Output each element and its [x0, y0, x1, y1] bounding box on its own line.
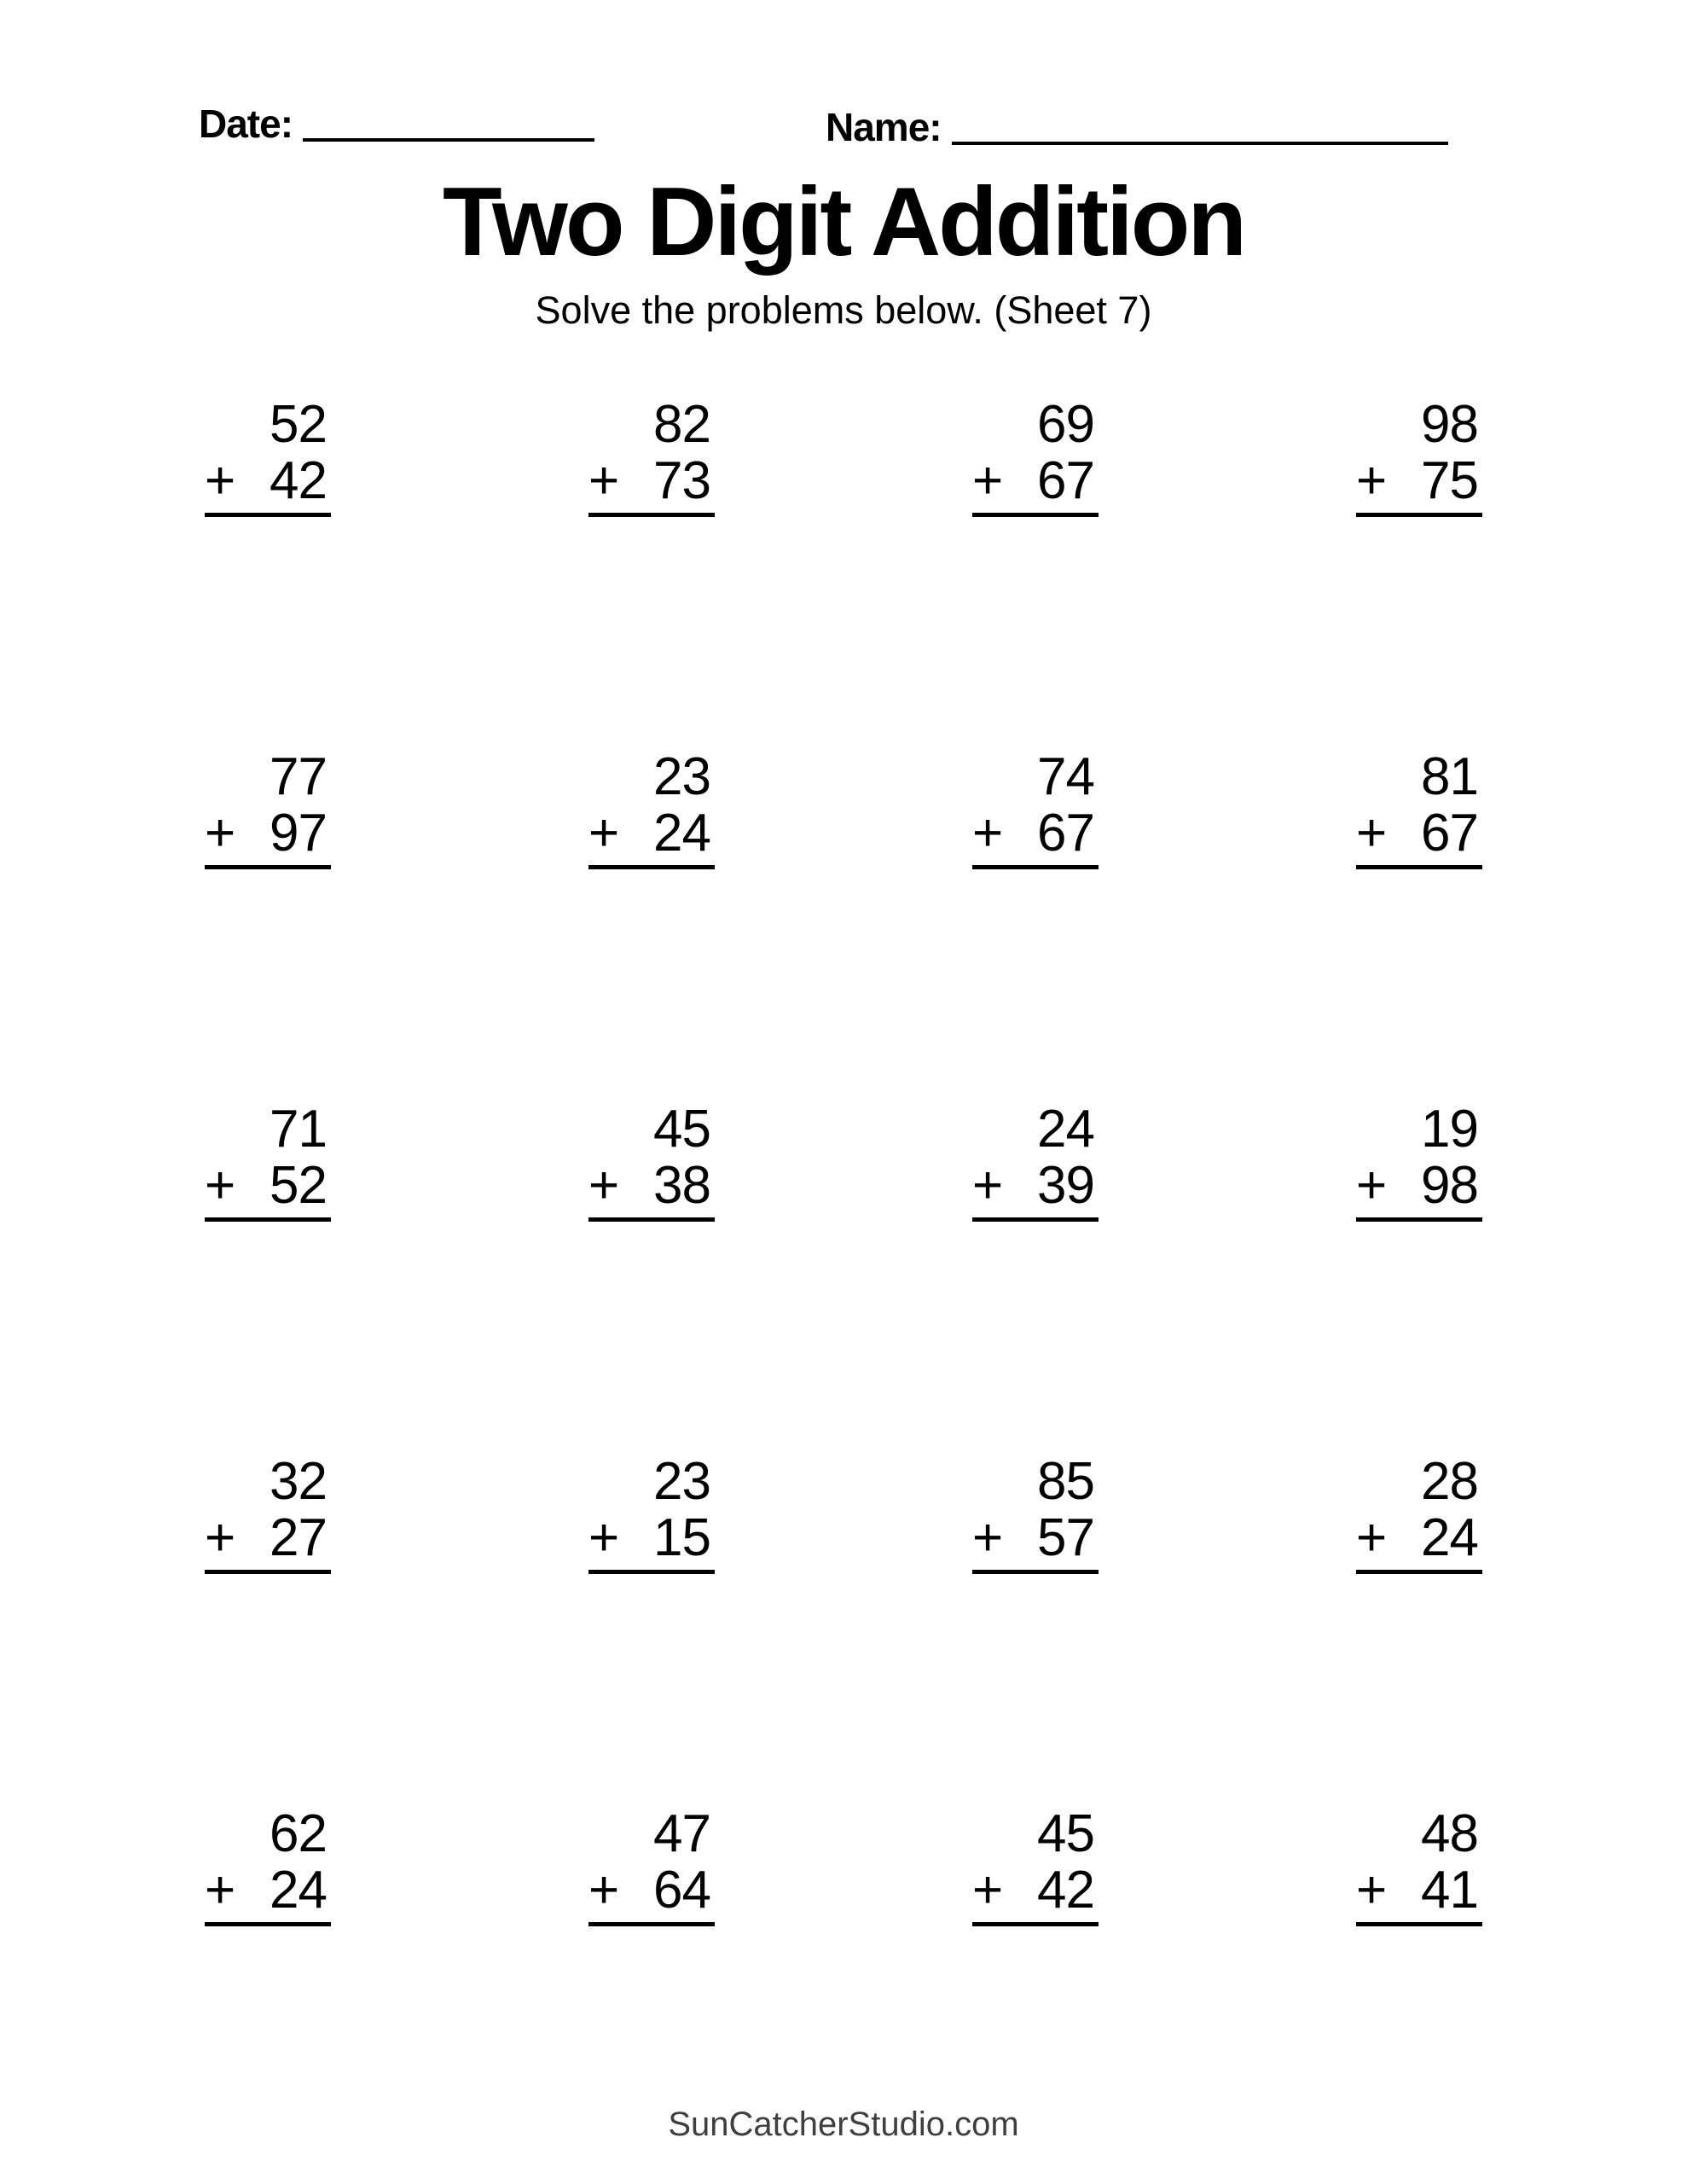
addend-bottom-row — [1356, 805, 1482, 862]
addend-bottom: 41 — [1421, 1861, 1478, 1920]
addend-top: 52 — [270, 395, 327, 454]
addend-bottom: 67 — [1037, 804, 1094, 863]
addend-bottom: 27 — [270, 1508, 327, 1567]
name-input-line[interactable] — [952, 142, 1448, 145]
answer-line[interactable] — [972, 1922, 1099, 1926]
addend-bottom-row — [972, 805, 1099, 862]
date-input-line[interactable] — [303, 138, 594, 142]
addend-bottom: 64 — [653, 1861, 710, 1920]
addend-bottom: 52 — [270, 1156, 327, 1215]
addend-top: 47 — [653, 1804, 710, 1863]
answer-line[interactable] — [588, 513, 715, 517]
addend-bottom-row — [972, 453, 1099, 509]
name-label: Name: — [826, 105, 942, 149]
addend-bottom-row — [588, 453, 715, 509]
addition-problem — [972, 1454, 1099, 1574]
addend-top: 81 — [1421, 747, 1478, 806]
addition-problem — [205, 397, 331, 517]
addend-top: 23 — [653, 747, 710, 806]
addend-bottom: 57 — [1037, 1508, 1094, 1567]
addition-problem — [972, 1806, 1099, 1926]
addend-top: 45 — [1037, 1804, 1094, 1863]
answer-line[interactable] — [1356, 1922, 1482, 1926]
plus-operator: + — [205, 1861, 235, 1920]
plus-operator: + — [205, 1508, 235, 1567]
plus-operator: + — [972, 1508, 1003, 1567]
addend-top: 45 — [653, 1100, 710, 1159]
addition-problem — [1356, 1101, 1482, 1222]
addend-bottom: 39 — [1037, 1156, 1094, 1215]
answer-line[interactable] — [588, 865, 715, 869]
answer-line[interactable] — [972, 513, 1099, 517]
plus-operator: + — [1356, 1508, 1387, 1567]
addition-problem — [205, 1806, 331, 1926]
addend-bottom: 42 — [270, 451, 327, 510]
footer-credit: SunCatcherStudio.com — [668, 2106, 1019, 2143]
plus-operator: + — [588, 1156, 619, 1215]
answer-line[interactable] — [588, 1217, 715, 1222]
addend-top: 48 — [1421, 1804, 1478, 1863]
addend-top: 24 — [1037, 1100, 1094, 1159]
problems-grid — [205, 397, 1482, 1926]
plus-operator: + — [972, 1861, 1003, 1920]
addend-bottom-row — [1356, 1862, 1482, 1919]
plus-operator: + — [588, 804, 619, 863]
answer-line[interactable] — [205, 1570, 331, 1574]
addition-problem — [1356, 749, 1482, 869]
plus-operator: + — [588, 451, 619, 510]
plus-operator: + — [1356, 804, 1387, 863]
page-subtitle: Solve the problems below. (Sheet 7) — [535, 288, 1152, 332]
addend-bottom-row — [1356, 1158, 1482, 1214]
addend-bottom: 24 — [653, 804, 710, 863]
addition-problem — [588, 1806, 715, 1926]
addend-bottom-row — [205, 453, 331, 509]
plus-operator: + — [205, 804, 235, 863]
addend-top: 71 — [270, 1100, 327, 1159]
date-label: Date: — [199, 102, 293, 146]
addend-bottom: 24 — [270, 1861, 327, 1920]
addition-problem — [205, 749, 331, 869]
addend-bottom-row — [588, 1510, 715, 1566]
addend-top: 32 — [270, 1452, 327, 1511]
addition-problem — [1356, 1806, 1482, 1926]
addend-bottom-row — [972, 1510, 1099, 1566]
addend-bottom: 98 — [1421, 1156, 1478, 1215]
name-field — [826, 104, 1448, 150]
addend-bottom: 42 — [1037, 1861, 1094, 1920]
date-field — [199, 101, 594, 147]
addition-problem — [588, 397, 715, 517]
plus-operator: + — [205, 451, 235, 510]
plus-operator: + — [972, 804, 1003, 863]
addend-bottom-row — [205, 805, 331, 862]
answer-line[interactable] — [205, 1922, 331, 1926]
addend-top: 85 — [1037, 1452, 1094, 1511]
addition-problem — [1356, 397, 1482, 517]
answer-line[interactable] — [205, 865, 331, 869]
addend-bottom-row — [1356, 453, 1482, 509]
answer-line[interactable] — [1356, 1570, 1482, 1574]
answer-line[interactable] — [972, 1570, 1099, 1574]
addition-problem — [205, 1101, 331, 1222]
answer-line[interactable] — [1356, 513, 1482, 517]
plus-operator: + — [588, 1861, 619, 1920]
addend-bottom: 15 — [653, 1508, 710, 1567]
addend-bottom: 67 — [1037, 451, 1094, 510]
addition-problem — [588, 1454, 715, 1574]
plus-operator: + — [972, 1156, 1003, 1215]
answer-line[interactable] — [205, 513, 331, 517]
plus-operator: + — [1356, 1861, 1387, 1920]
addend-top: 98 — [1421, 395, 1478, 454]
addition-problem — [972, 1101, 1099, 1222]
answer-line[interactable] — [1356, 865, 1482, 869]
answer-line[interactable] — [1356, 1217, 1482, 1222]
addend-bottom: 75 — [1421, 451, 1478, 510]
addition-problem — [588, 1101, 715, 1222]
addend-top: 69 — [1037, 395, 1094, 454]
plus-operator: + — [1356, 1156, 1387, 1215]
addition-problem — [972, 749, 1099, 869]
addend-bottom: 73 — [653, 451, 710, 510]
answer-line[interactable] — [972, 1217, 1099, 1222]
addend-top: 82 — [653, 395, 710, 454]
addition-problem — [1356, 1454, 1482, 1574]
addend-top: 77 — [270, 747, 327, 806]
answer-line[interactable] — [588, 1922, 715, 1926]
addend-bottom: 38 — [653, 1156, 710, 1215]
addend-bottom-row — [205, 1510, 331, 1566]
addend-bottom: 24 — [1421, 1508, 1478, 1567]
answer-line[interactable] — [972, 865, 1099, 869]
addend-bottom-row — [972, 1158, 1099, 1214]
addition-problem — [972, 397, 1099, 517]
addition-problem — [588, 749, 715, 869]
addition-problem — [205, 1454, 331, 1574]
addend-bottom-row — [1356, 1510, 1482, 1566]
addend-bottom-row — [588, 805, 715, 862]
addend-bottom-row — [588, 1158, 715, 1214]
addend-top: 19 — [1421, 1100, 1478, 1159]
answer-line[interactable] — [588, 1570, 715, 1574]
plus-operator: + — [588, 1508, 619, 1567]
addend-bottom: 67 — [1421, 804, 1478, 863]
addend-bottom-row — [205, 1158, 331, 1214]
addend-bottom-row — [972, 1862, 1099, 1919]
plus-operator: + — [1356, 451, 1387, 510]
addend-bottom-row — [588, 1862, 715, 1919]
addend-bottom: 97 — [270, 804, 327, 863]
addend-bottom-row — [205, 1862, 331, 1919]
addend-top: 62 — [270, 1804, 327, 1863]
addend-top: 23 — [653, 1452, 710, 1511]
page-title: Two Digit Addition — [442, 168, 1245, 276]
answer-line[interactable] — [205, 1217, 331, 1222]
plus-operator: + — [205, 1156, 235, 1215]
addend-top: 28 — [1421, 1452, 1478, 1511]
plus-operator: + — [972, 451, 1003, 510]
addend-top: 74 — [1037, 747, 1094, 806]
